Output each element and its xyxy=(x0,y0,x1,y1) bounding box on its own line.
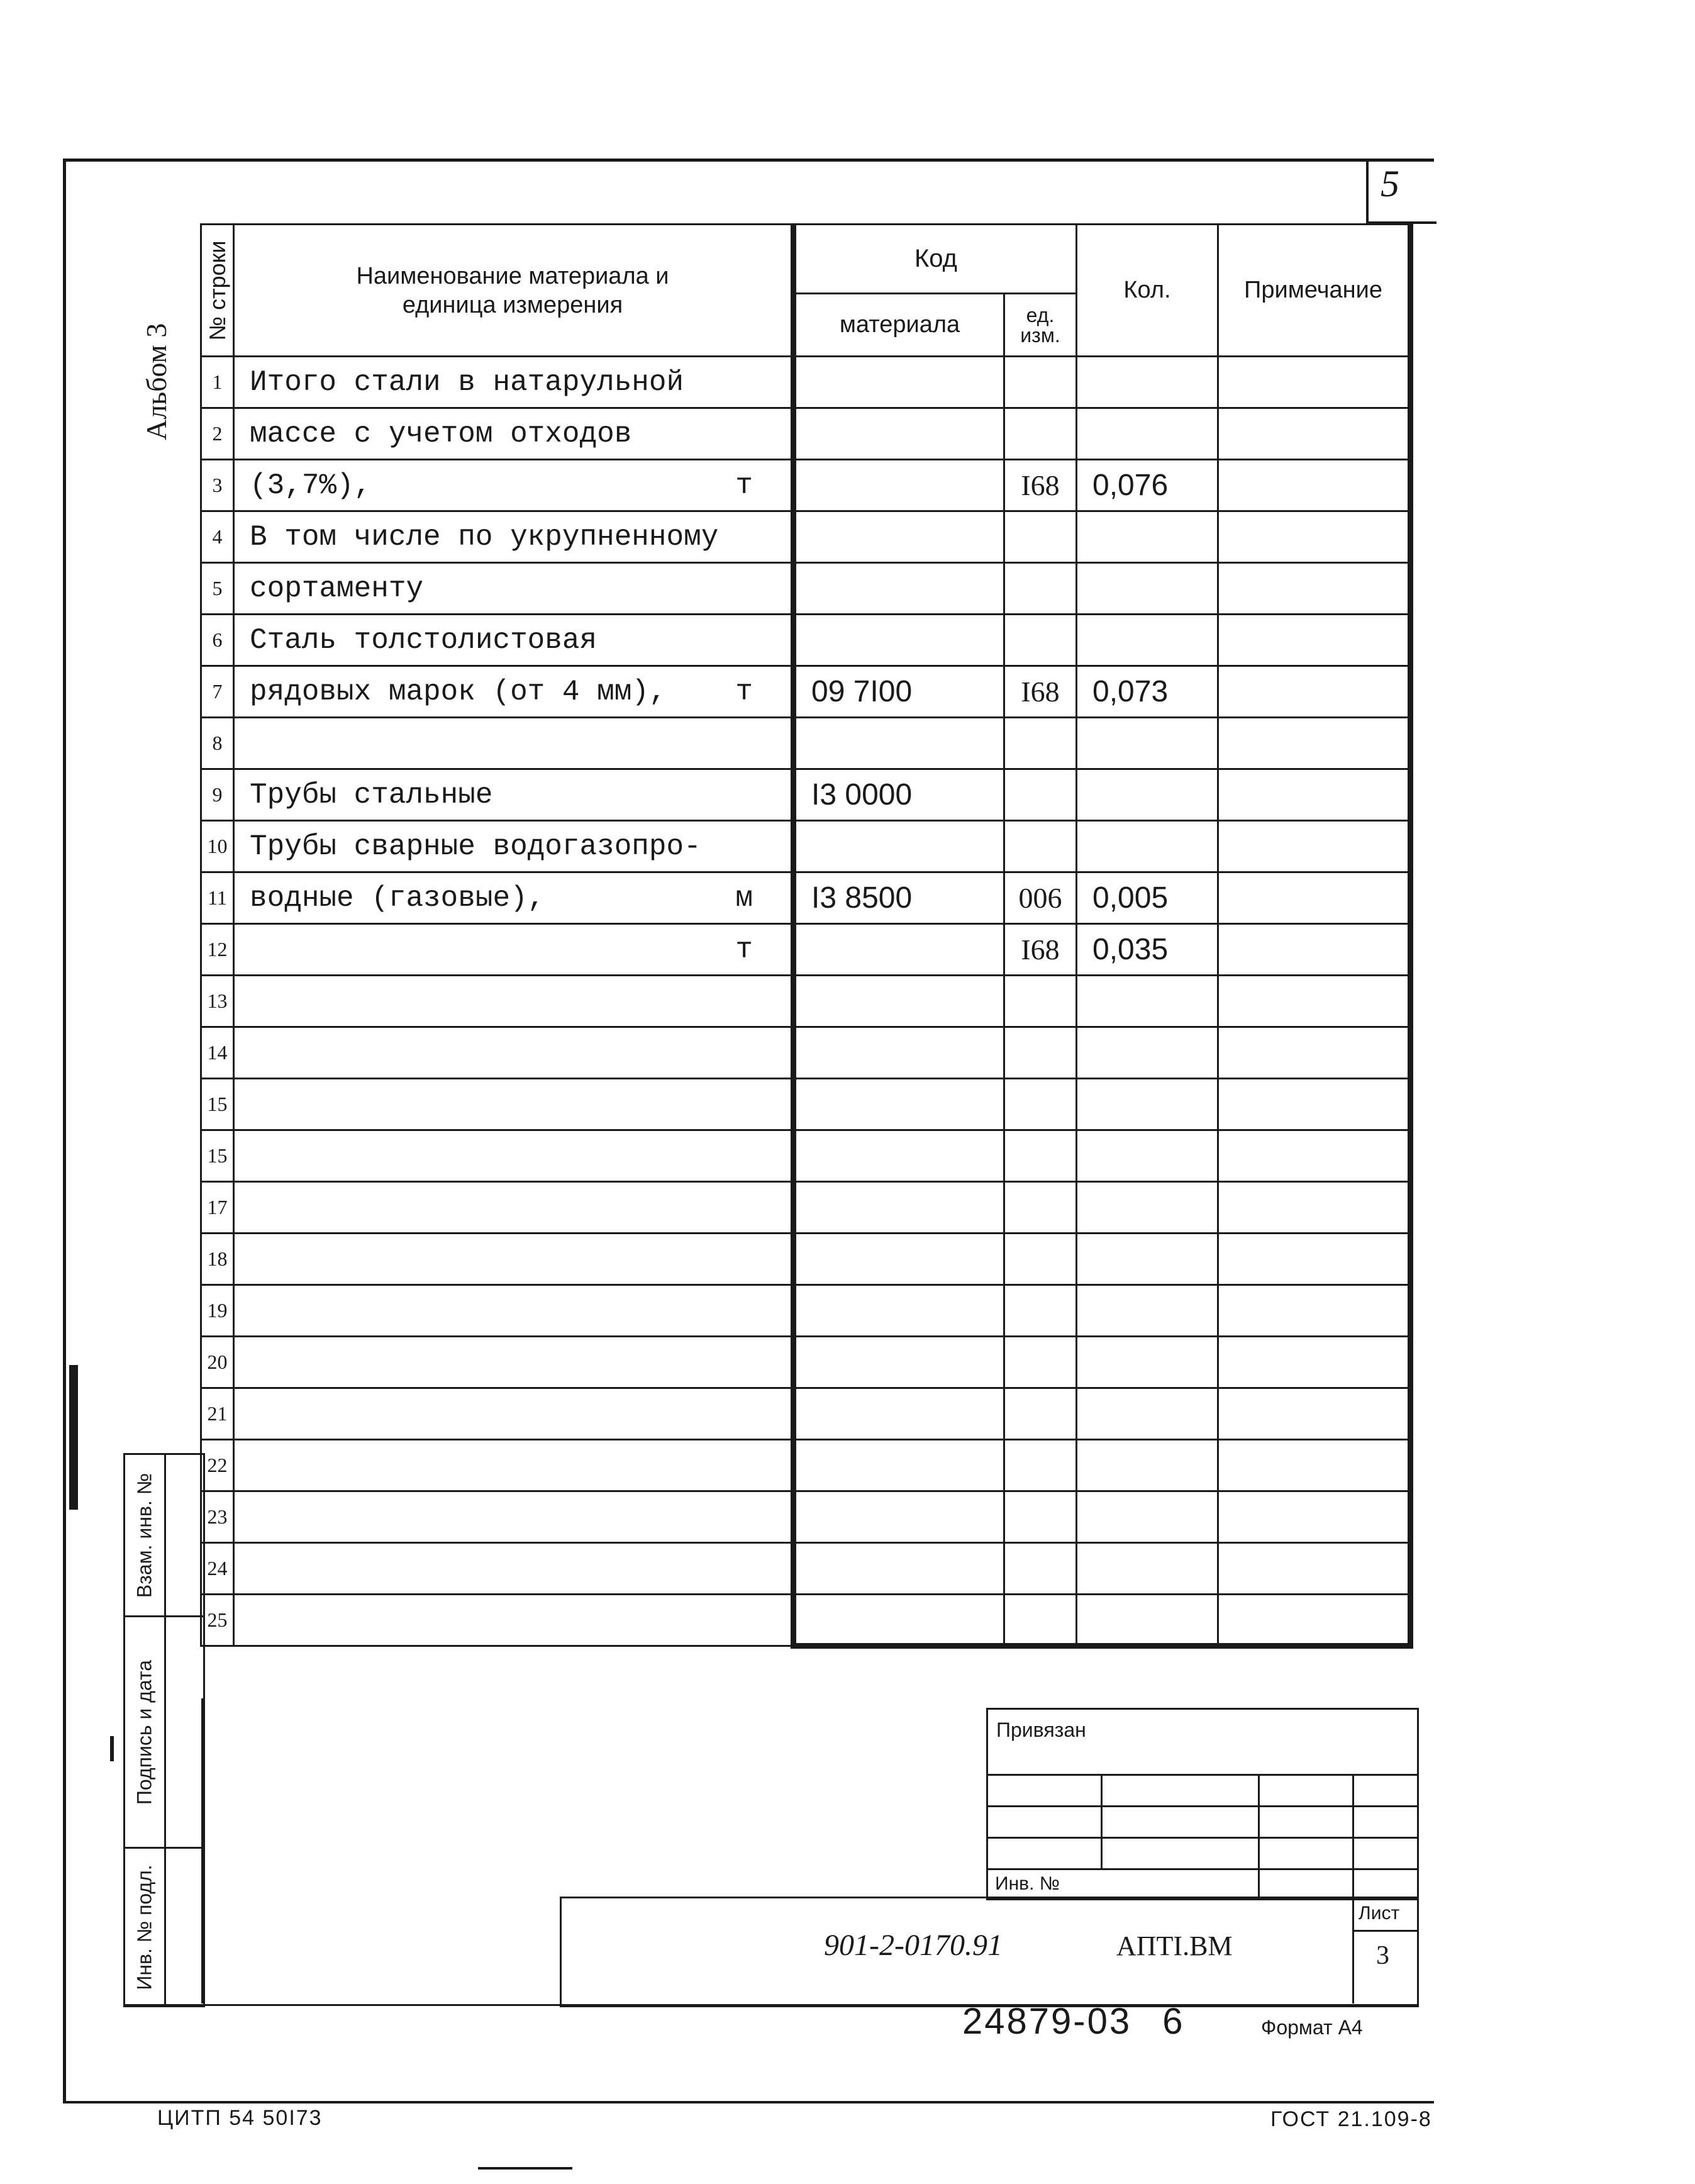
row-note xyxy=(1218,872,1411,924)
gost-label: ГОСТ 21.109-8 xyxy=(1270,2107,1432,2131)
stamp-inv-podl xyxy=(123,1847,205,2007)
row-name-text: В том числе по укрупненному xyxy=(250,520,719,554)
row-name xyxy=(234,821,794,872)
row-name xyxy=(234,1182,794,1234)
row-unit-label: т xyxy=(735,469,753,502)
row-material-code xyxy=(794,1182,1004,1234)
row-name xyxy=(234,460,794,511)
stamp-podpis xyxy=(123,1615,205,1849)
row-number: 12 xyxy=(201,924,234,976)
row-note xyxy=(1218,615,1411,666)
row-qty xyxy=(1077,1491,1218,1543)
row-name xyxy=(234,563,794,615)
row-material-code xyxy=(794,924,1004,976)
row-unit-code: I68 xyxy=(1004,666,1077,718)
table-row xyxy=(201,408,1411,460)
row-qty: 0,035 xyxy=(1077,924,1218,976)
row-unit-code: I68 xyxy=(1004,460,1077,511)
frame-left-line xyxy=(63,159,66,2102)
row-number: 1 xyxy=(201,357,234,408)
table-row xyxy=(201,1285,1411,1337)
row-unit-code xyxy=(1004,408,1077,460)
table-row xyxy=(201,1440,1411,1491)
row-unit-code xyxy=(1004,1027,1077,1079)
scan-mark-1 xyxy=(69,1365,78,1510)
row-qty xyxy=(1077,1079,1218,1130)
row-number: 15 xyxy=(201,1130,234,1182)
row-qty xyxy=(1077,976,1218,1027)
row-qty xyxy=(1077,1388,1218,1440)
row-number: 14 xyxy=(201,1027,234,1079)
table-row xyxy=(201,1595,1411,1646)
row-name xyxy=(234,1337,794,1388)
printer-code: ЦИТП 54 50I73 xyxy=(157,2106,323,2130)
row-name xyxy=(234,1027,794,1079)
row-name xyxy=(234,1440,794,1491)
row-name-text: Итого стали в натарульной xyxy=(250,365,684,399)
row-material-code xyxy=(794,1234,1004,1285)
row-qty xyxy=(1077,1182,1218,1234)
table-body xyxy=(201,357,1411,1646)
row-material-code xyxy=(794,1285,1004,1337)
row-unit-code xyxy=(1004,1079,1077,1130)
row-qty xyxy=(1077,357,1218,408)
row-note xyxy=(1218,1285,1411,1337)
row-note xyxy=(1218,718,1411,769)
row-material-code xyxy=(794,1079,1004,1130)
materials-table xyxy=(200,223,1413,1649)
row-number: 22 xyxy=(201,1440,234,1491)
stamp-vzam-label: Взам. инв. № xyxy=(125,1455,166,1615)
row-number: 19 xyxy=(201,1285,234,1337)
stamp-inv-podl-label: Инв. № подл. xyxy=(125,1849,166,2005)
row-qty xyxy=(1077,615,1218,666)
stamp-podpis-label: Подпись и дата xyxy=(125,1617,166,1847)
row-name xyxy=(234,1130,794,1182)
row-name xyxy=(234,408,794,460)
row-material-code xyxy=(794,1543,1004,1595)
row-name xyxy=(234,1543,794,1595)
row-name xyxy=(234,872,794,924)
row-number: 2 xyxy=(201,408,234,460)
row-material-code: I3 8500 xyxy=(794,872,1004,924)
sheet-label: Лист xyxy=(1359,1903,1400,1924)
row-name xyxy=(234,1595,794,1646)
row-unit-code xyxy=(1004,718,1077,769)
table-row xyxy=(201,666,1411,718)
table-row xyxy=(201,460,1411,511)
row-qty: 0,076 xyxy=(1077,460,1218,511)
row-qty xyxy=(1077,769,1218,821)
row-note xyxy=(1218,563,1411,615)
row-qty xyxy=(1077,408,1218,460)
table-row xyxy=(201,511,1411,563)
stamp-vzam xyxy=(123,1453,205,1617)
row-note xyxy=(1218,408,1411,460)
row-number: 11 xyxy=(201,872,234,924)
row-name xyxy=(234,615,794,666)
row-unit-code xyxy=(1004,1337,1077,1388)
row-material-code xyxy=(794,563,1004,615)
row-unit-code xyxy=(1004,1388,1077,1440)
row-unit-code xyxy=(1004,821,1077,872)
privyazan-vline-2 xyxy=(1258,1774,1260,1897)
row-material-code xyxy=(794,1027,1004,1079)
header-row-number: № строки xyxy=(201,225,234,357)
table-row xyxy=(201,769,1411,821)
scan-mark-2 xyxy=(110,1736,114,1761)
row-name xyxy=(234,1079,794,1130)
row-note xyxy=(1218,357,1411,408)
doc-code: 901-2-0170.91 xyxy=(824,1929,1003,1962)
row-qty xyxy=(1077,1234,1218,1285)
table-row xyxy=(201,976,1411,1027)
doc-mark: АПТI.ВМ xyxy=(1116,1930,1233,1961)
row-name xyxy=(234,511,794,563)
sheet-cell-line xyxy=(1352,1930,1417,1932)
row-qty xyxy=(1077,1595,1218,1646)
row-number: 3 xyxy=(201,460,234,511)
stamp-right-edge xyxy=(201,1698,203,2003)
row-unit-code xyxy=(1004,769,1077,821)
table-row xyxy=(201,1543,1411,1595)
table-row xyxy=(201,1079,1411,1130)
table-row xyxy=(201,563,1411,615)
row-note xyxy=(1218,1388,1411,1440)
row-material-code xyxy=(794,1595,1004,1646)
row-qty xyxy=(1077,1543,1218,1595)
row-unit-code xyxy=(1004,511,1077,563)
row-note xyxy=(1218,1440,1411,1491)
row-number: 13 xyxy=(201,976,234,1027)
row-note xyxy=(1218,666,1411,718)
row-name xyxy=(234,924,794,976)
table-row xyxy=(201,1182,1411,1234)
row-unit-code xyxy=(1004,1285,1077,1337)
row-note xyxy=(1218,976,1411,1027)
table-row xyxy=(201,924,1411,976)
page-number: 5 xyxy=(1381,163,1399,204)
row-name xyxy=(234,718,794,769)
row-name xyxy=(234,1234,794,1285)
privyazan-vline-1 xyxy=(1101,1774,1103,1868)
scan-mark-3 xyxy=(478,2167,572,2170)
row-qty: 0,005 xyxy=(1077,872,1218,924)
row-unit-code xyxy=(1004,1491,1077,1543)
row-number: 7 xyxy=(201,666,234,718)
row-note xyxy=(1218,1595,1411,1646)
row-note xyxy=(1218,1130,1411,1182)
row-qty xyxy=(1077,1285,1218,1337)
table-row xyxy=(201,821,1411,872)
row-name-text: водные (газовые), xyxy=(250,881,545,915)
table-row xyxy=(201,718,1411,769)
row-material-code xyxy=(794,718,1004,769)
row-material-code xyxy=(794,821,1004,872)
row-unit-code: 006 xyxy=(1004,872,1077,924)
row-material-code xyxy=(794,511,1004,563)
row-qty xyxy=(1077,1130,1218,1182)
row-number: 21 xyxy=(201,1388,234,1440)
row-name-text: рядовых марок (от 4 мм), xyxy=(250,675,667,708)
row-number: 25 xyxy=(201,1595,234,1646)
row-qty xyxy=(1077,1027,1218,1079)
row-unit-code xyxy=(1004,1130,1077,1182)
row-material-code xyxy=(794,1440,1004,1491)
row-unit-code xyxy=(1004,357,1077,408)
row-note xyxy=(1218,769,1411,821)
sheet-cell-divider xyxy=(1352,1897,1354,2003)
header-material: материала xyxy=(794,294,1004,357)
row-name-text: Сталь толстолистовая xyxy=(250,623,597,657)
row-material-code xyxy=(794,976,1004,1027)
format-label: Формат А4 xyxy=(1261,2016,1363,2039)
row-number: 4 xyxy=(201,511,234,563)
frame-bottom-line xyxy=(63,2101,1434,2103)
row-number: 17 xyxy=(201,1182,234,1234)
row-number: 15 xyxy=(201,1079,234,1130)
row-number: 8 xyxy=(201,718,234,769)
row-number: 6 xyxy=(201,615,234,666)
sheet-value: 3 xyxy=(1376,1941,1389,1970)
row-number: 23 xyxy=(201,1491,234,1543)
row-unit-code xyxy=(1004,1234,1077,1285)
row-note xyxy=(1218,1337,1411,1388)
row-unit-code: I68 xyxy=(1004,924,1077,976)
archive-number: 24879-03 6 xyxy=(962,2001,1185,2042)
table-row xyxy=(201,1337,1411,1388)
row-number: 20 xyxy=(201,1337,234,1388)
row-unit-code xyxy=(1004,1543,1077,1595)
album-label: Альбом 3 xyxy=(140,323,172,440)
table-row xyxy=(201,1027,1411,1079)
row-unit-code xyxy=(1004,615,1077,666)
row-qty xyxy=(1077,1337,1218,1388)
row-note xyxy=(1218,1491,1411,1543)
row-note xyxy=(1218,1234,1411,1285)
row-note xyxy=(1218,511,1411,563)
row-note xyxy=(1218,1543,1411,1595)
header-code: Код xyxy=(794,225,1077,294)
row-name-text: (3,7%), xyxy=(250,469,372,502)
row-number: 10 xyxy=(201,821,234,872)
row-note xyxy=(1218,1079,1411,1130)
row-material-code xyxy=(794,408,1004,460)
row-name xyxy=(234,1285,794,1337)
row-name xyxy=(234,976,794,1027)
header-unit: ед. изм. xyxy=(1004,294,1077,357)
row-unit-code xyxy=(1004,563,1077,615)
row-note xyxy=(1218,924,1411,976)
table-row xyxy=(201,357,1411,408)
row-material-code: I3 0000 xyxy=(794,769,1004,821)
row-unit-label: т xyxy=(735,675,753,708)
row-name xyxy=(234,357,794,408)
privyazan-label: Привязан xyxy=(996,1719,1086,1741)
row-name xyxy=(234,769,794,821)
inv-no-label: Инв. № xyxy=(995,1873,1060,1894)
row-note xyxy=(1218,1027,1411,1079)
table-row xyxy=(201,1388,1411,1440)
row-number: 24 xyxy=(201,1543,234,1595)
row-unit-label: м xyxy=(735,881,753,915)
row-note xyxy=(1218,460,1411,511)
row-material-code xyxy=(794,1130,1004,1182)
row-material-code: 09 7I00 xyxy=(794,666,1004,718)
frame-top-line xyxy=(63,159,1434,162)
row-material-code xyxy=(794,615,1004,666)
row-material-code xyxy=(794,1337,1004,1388)
row-qty xyxy=(1077,718,1218,769)
header-qty: Кол. xyxy=(1077,225,1218,357)
table-row xyxy=(201,1234,1411,1285)
row-note xyxy=(1218,821,1411,872)
table-row xyxy=(201,1130,1411,1182)
row-name xyxy=(234,666,794,718)
row-material-code xyxy=(794,460,1004,511)
row-unit-label: т xyxy=(735,933,753,966)
header-name: Наименование материала и единица измерения xyxy=(234,225,794,357)
row-number: 9 xyxy=(201,769,234,821)
row-unit-code xyxy=(1004,1182,1077,1234)
table-row xyxy=(201,615,1411,666)
row-material-code xyxy=(794,1388,1004,1440)
row-name xyxy=(234,1388,794,1440)
row-qty xyxy=(1077,511,1218,563)
row-unit-code xyxy=(1004,1440,1077,1491)
row-name-text: сортаменту xyxy=(250,572,424,605)
row-unit-code xyxy=(1004,1595,1077,1646)
table-row xyxy=(201,1491,1411,1543)
row-unit-code xyxy=(1004,976,1077,1027)
row-qty: 0,073 xyxy=(1077,666,1218,718)
header-note: Примечание xyxy=(1218,225,1411,357)
row-name-text: массе с учетом отходов xyxy=(250,417,632,450)
row-qty xyxy=(1077,1440,1218,1491)
row-qty xyxy=(1077,563,1218,615)
row-name-text: Трубы сварные водогазопро- xyxy=(250,830,701,863)
row-name xyxy=(234,1491,794,1543)
row-name-text: Трубы стальные xyxy=(250,778,493,811)
row-qty xyxy=(1077,821,1218,872)
row-material-code xyxy=(794,1491,1004,1543)
row-note xyxy=(1218,1182,1411,1234)
row-material-code xyxy=(794,357,1004,408)
privyazan-vline-3 xyxy=(1352,1774,1354,1897)
row-number: 5 xyxy=(201,563,234,615)
row-number: 18 xyxy=(201,1234,234,1285)
table-row xyxy=(201,872,1411,924)
